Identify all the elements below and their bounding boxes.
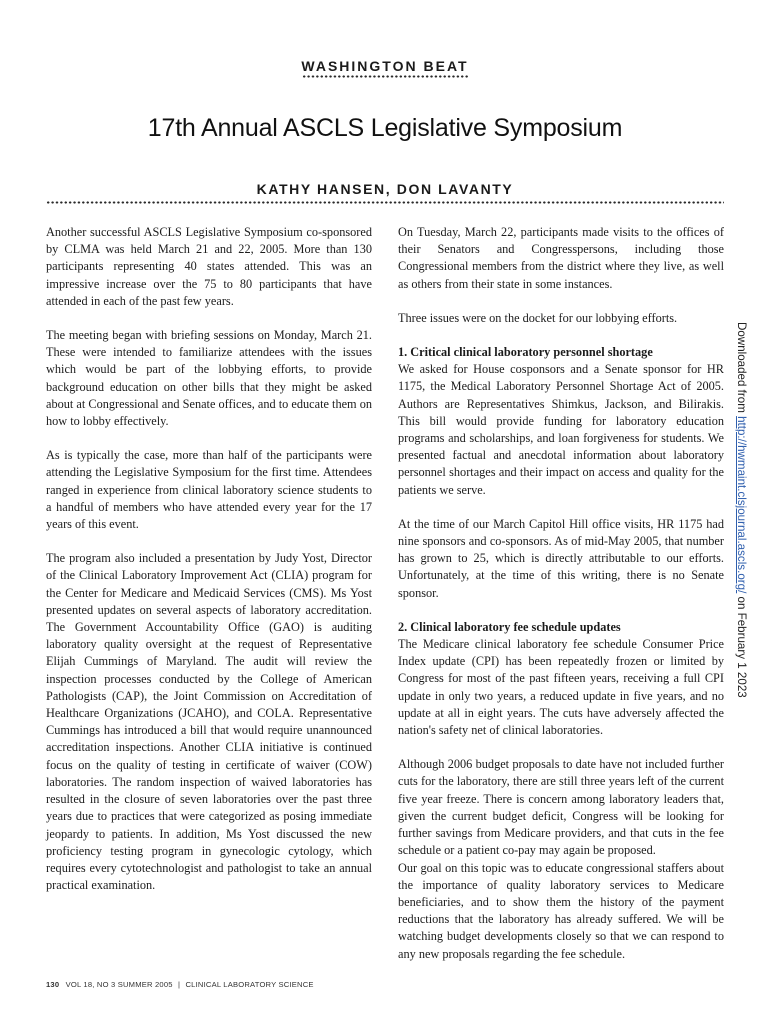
article-authors: KATHY HANSEN, DON LAVANTY	[256, 181, 514, 197]
section-label: WASHINGTON BEAT	[301, 58, 469, 74]
paragraph: Our goal on this topic was to educate congressional staffers about the importance of quality laboratory services to Medicare beneficiaries, and to show them the history of the payment reductions that the laboratory has already suffered. We will be watching budget developments closely so that we can respond to any new proposals regarding the fee schedule.	[398, 860, 724, 961]
paragraph: The meeting began with briefing sessions on Monday, March 21. These were intended to familiarize attendees with the issues which would be part of the lobbying efforts, to provide background education on other bills that they might be asked about at Congressional and Senate offices, and to educate them on how to lobby effectively.	[46, 328, 372, 429]
paragraph: The Medicare clinical laboratory fee schedule Consumer Price Index update (CPI) has been repeatedly frozen or limited by Congress for most of the past fifteen years, receiving a full CPI update in only two years, a reduced update in five years, and no update at all in eight years. The cuts have adversely affected the nation's safety net of clinical laboratories.	[398, 637, 724, 738]
paragraph: At the time of our March Capitol Hill office visits, HR 1175 had nine sponsors and co-sponsors. As of mid-May 2005, that number has grown to 25, which is directly attributable to our efforts. Unfortunately, at the time of this writing, there is no Senate sponsor.	[398, 516, 724, 600]
subheading: 1. Critical clinical laboratory personnel shortage	[398, 345, 653, 360]
right-column	[398, 224, 724, 963]
paragraph: Three issues were on the docket for our lobbying efforts.	[398, 310, 678, 325]
subheading: 2. Clinical laboratory fee schedule updates	[398, 619, 621, 634]
paragraph: On Tuesday, March 22, participants made visits to the offices of their Senators and Congresspersons, including those Congressional members from the district where they live, as well as others from their state in some instances.	[398, 225, 724, 291]
article-title: 17th Annual ASCLS Legislative Symposium	[147, 114, 623, 142]
page-number: 130	[46, 980, 60, 989]
paragraph: As is typically the case, more than half of the participants were attending the Legislative Symposium for the first time. Attendees ranged in experience from clinical laboratory science students to a handful of members who have attended every year for the 17 years of this event.	[46, 448, 372, 532]
page-footer	[46, 980, 314, 989]
download-notice	[735, 322, 748, 698]
download-notice-date: on February 1 2023	[735, 593, 748, 698]
left-column	[46, 224, 372, 894]
paragraph: The program also included a presentation by Judy Yost, Director of the Clinical Laboratory Improvement Act (CLIA) program for the Center for Medicare and Medicaid Services (CMS). Ms Yost presented updates on several aspects of laboratory accreditation. The Government Accountability Office (GAO) is auditing laboratory quality oversight at the request of Representative Elijah Cummings of Maryland. The audit will review the inspection processes conducted by the College of American Pathologists (CAP), the Joint Commission on Accreditation of Healthcare Organizations (JCAHO), and COLA. Representative Cummings has introduced a bill that would require unannounced accreditation inspections. Another CLIA initiative is continued focus on the quality of testing in certificate of waiver (COW) laboratories. The random inspection of waived laboratories has resulted in the closure of seven laboratories over the past three years due to practices that were categorized as posing immediate jeopardy to patients. In addition, Ms Yost discussed the new proficiency testing program in gynecologic cytology, which requires every cytotechnologist and pathologist to take an annual practical examination.	[46, 551, 372, 893]
paragraph: Another successful ASCLS Legislative Symposium co-sponsored by CLMA was held March 21 and 22, 2005. More than 130 participants representing 40 states attended. This was an impressive increase over the 75 to 80 participants that have attended in each of the past few years.	[46, 225, 372, 308]
issue-info: VOL 18, NO 3 SUMMER 2005	[65, 980, 173, 989]
authors-dotted-rule	[46, 201, 724, 204]
paragraph: Although 2006 budget proposals to date have not included further cuts for the laboratory, there are still three years left of the current five year freeze. There is concern among laboratory leaders that, given the current budget deficit, Congress will be looking for further savings from Medicare providers, and that cuts in the fee schedule or a patient co-pay may again be proposed.	[398, 757, 724, 858]
download-notice-prefix: Downloaded from	[735, 322, 748, 417]
journal-name: CLINICAL LABORATORY SCIENCE	[185, 980, 314, 989]
section-dotted-rule	[302, 75, 468, 78]
footer-separator: |	[177, 980, 181, 989]
paragraph: We asked for House cosponsors and a Senate sponsor for HR 1175, the Medical Laboratory Personnel Shortage Act of 2005. Authors are Representatives Shimkus, Jackson, and Bilirakis. This bill would provide funding for laboratory education programs and scholarships, and loan forgiveness for students. We presented factual and anecdotal information about laboratory personnel shortages and their impact on access and quality for the patients we serve.	[398, 362, 724, 497]
download-link[interactable]: http://hwmaint.clsjournal.ascls.org/	[735, 416, 748, 594]
